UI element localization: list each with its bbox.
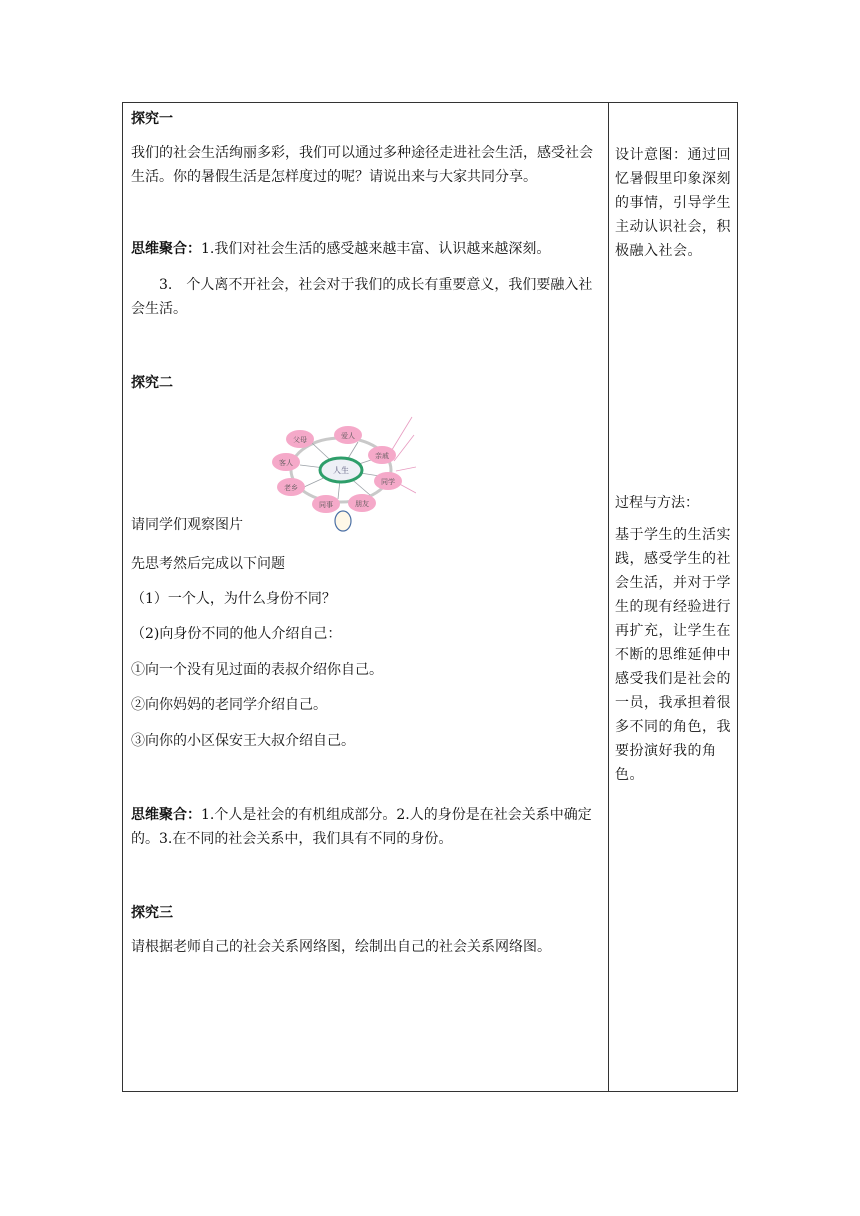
question-1: （1）一个人，为什么身份不同？: [131, 591, 336, 607]
summary-point-3: 3. 个人离不开社会，社会对于我们的成长有重要意义，我们要融入社会生活。: [131, 277, 593, 317]
summary-label: 思维聚合：: [131, 807, 201, 823]
svg-text:老乡: 老乡: [284, 484, 298, 492]
column-divider: [608, 103, 609, 1091]
observe-prompt: 请同学们观察图片: [131, 517, 243, 533]
svg-text:同事: 同事: [319, 501, 333, 509]
summary-text: 1.个人是社会的有机组成部分。2.人的身份是在社会关系中确定的。3.在不同的社会关系中，我们具有不同的身份。: [131, 807, 592, 847]
summary-label: 思维聚合：: [131, 241, 201, 257]
svg-text:客人: 客人: [279, 459, 293, 467]
decor-line: [396, 467, 416, 471]
question-2c: ③向你的小区保安王大叔介绍自己。: [131, 733, 355, 749]
explore2-summary: [131, 803, 603, 851]
explore2-title: 探究二: [131, 375, 173, 391]
decor-line: [394, 435, 414, 461]
node-classmates: [374, 472, 402, 490]
explore1-paragraph: 我们的社会生活绚丽多彩，我们可以通过多种途径走进社会生活，感受社会生活。你的暑假生活是怎样度过的呢？请说出来与大家共同分享。: [131, 145, 593, 185]
svg-text:父母: 父母: [293, 436, 307, 444]
node-spouse: [334, 426, 362, 444]
lesson-table: [122, 102, 738, 1092]
node-guests: [272, 453, 300, 471]
method-text: 基于学生的生活实践，感受学生的社会生活，并对于学生的现有经验进行再扩充，让学生在不断的思维延伸中感受我们是社会的一员，我承担着很多不同的角色，我要扮演好我的角色。: [615, 527, 731, 783]
summary-point-1: 1.我们对社会生活的感受越来越丰富、认识越来越深刻。: [201, 241, 551, 257]
explore3-title: 探究三: [131, 905, 173, 921]
think-prompt: 先思考然后完成以下问题: [131, 556, 285, 572]
svg-text:同学: 同学: [381, 478, 395, 486]
question-2b: ②向你妈妈的老同学介绍自己。: [131, 697, 327, 713]
explore1-summary: [131, 237, 550, 261]
decor-line: [390, 417, 412, 453]
node-relatives: [368, 446, 396, 464]
svg-text:朋友: 朋友: [355, 500, 369, 508]
empty-shape: [333, 508, 353, 534]
explore1-title: 探究一: [131, 111, 173, 127]
svg-text:爱人: 爱人: [341, 432, 355, 440]
question-2: （2)向身份不同的他人介绍自己：: [131, 626, 342, 642]
node-townsman: [277, 478, 305, 496]
node-parents: [286, 430, 314, 448]
design-intent-note: 设计意图：通过回忆暑假里印象深刻的事情，引导学生主动认识社会，积极融入社会。: [615, 147, 731, 259]
question-2a: ①向一个没有见过面的表叔介绍你自己。: [131, 662, 383, 678]
method-label: 过程与方法：: [615, 495, 699, 511]
center-label: 人生: [333, 466, 349, 475]
svg-text:亲戚: 亲戚: [375, 452, 389, 460]
explore3-paragraph: 请根据老师自己的社会关系网络图，绘制出自己的社会关系网络图。: [131, 939, 551, 955]
